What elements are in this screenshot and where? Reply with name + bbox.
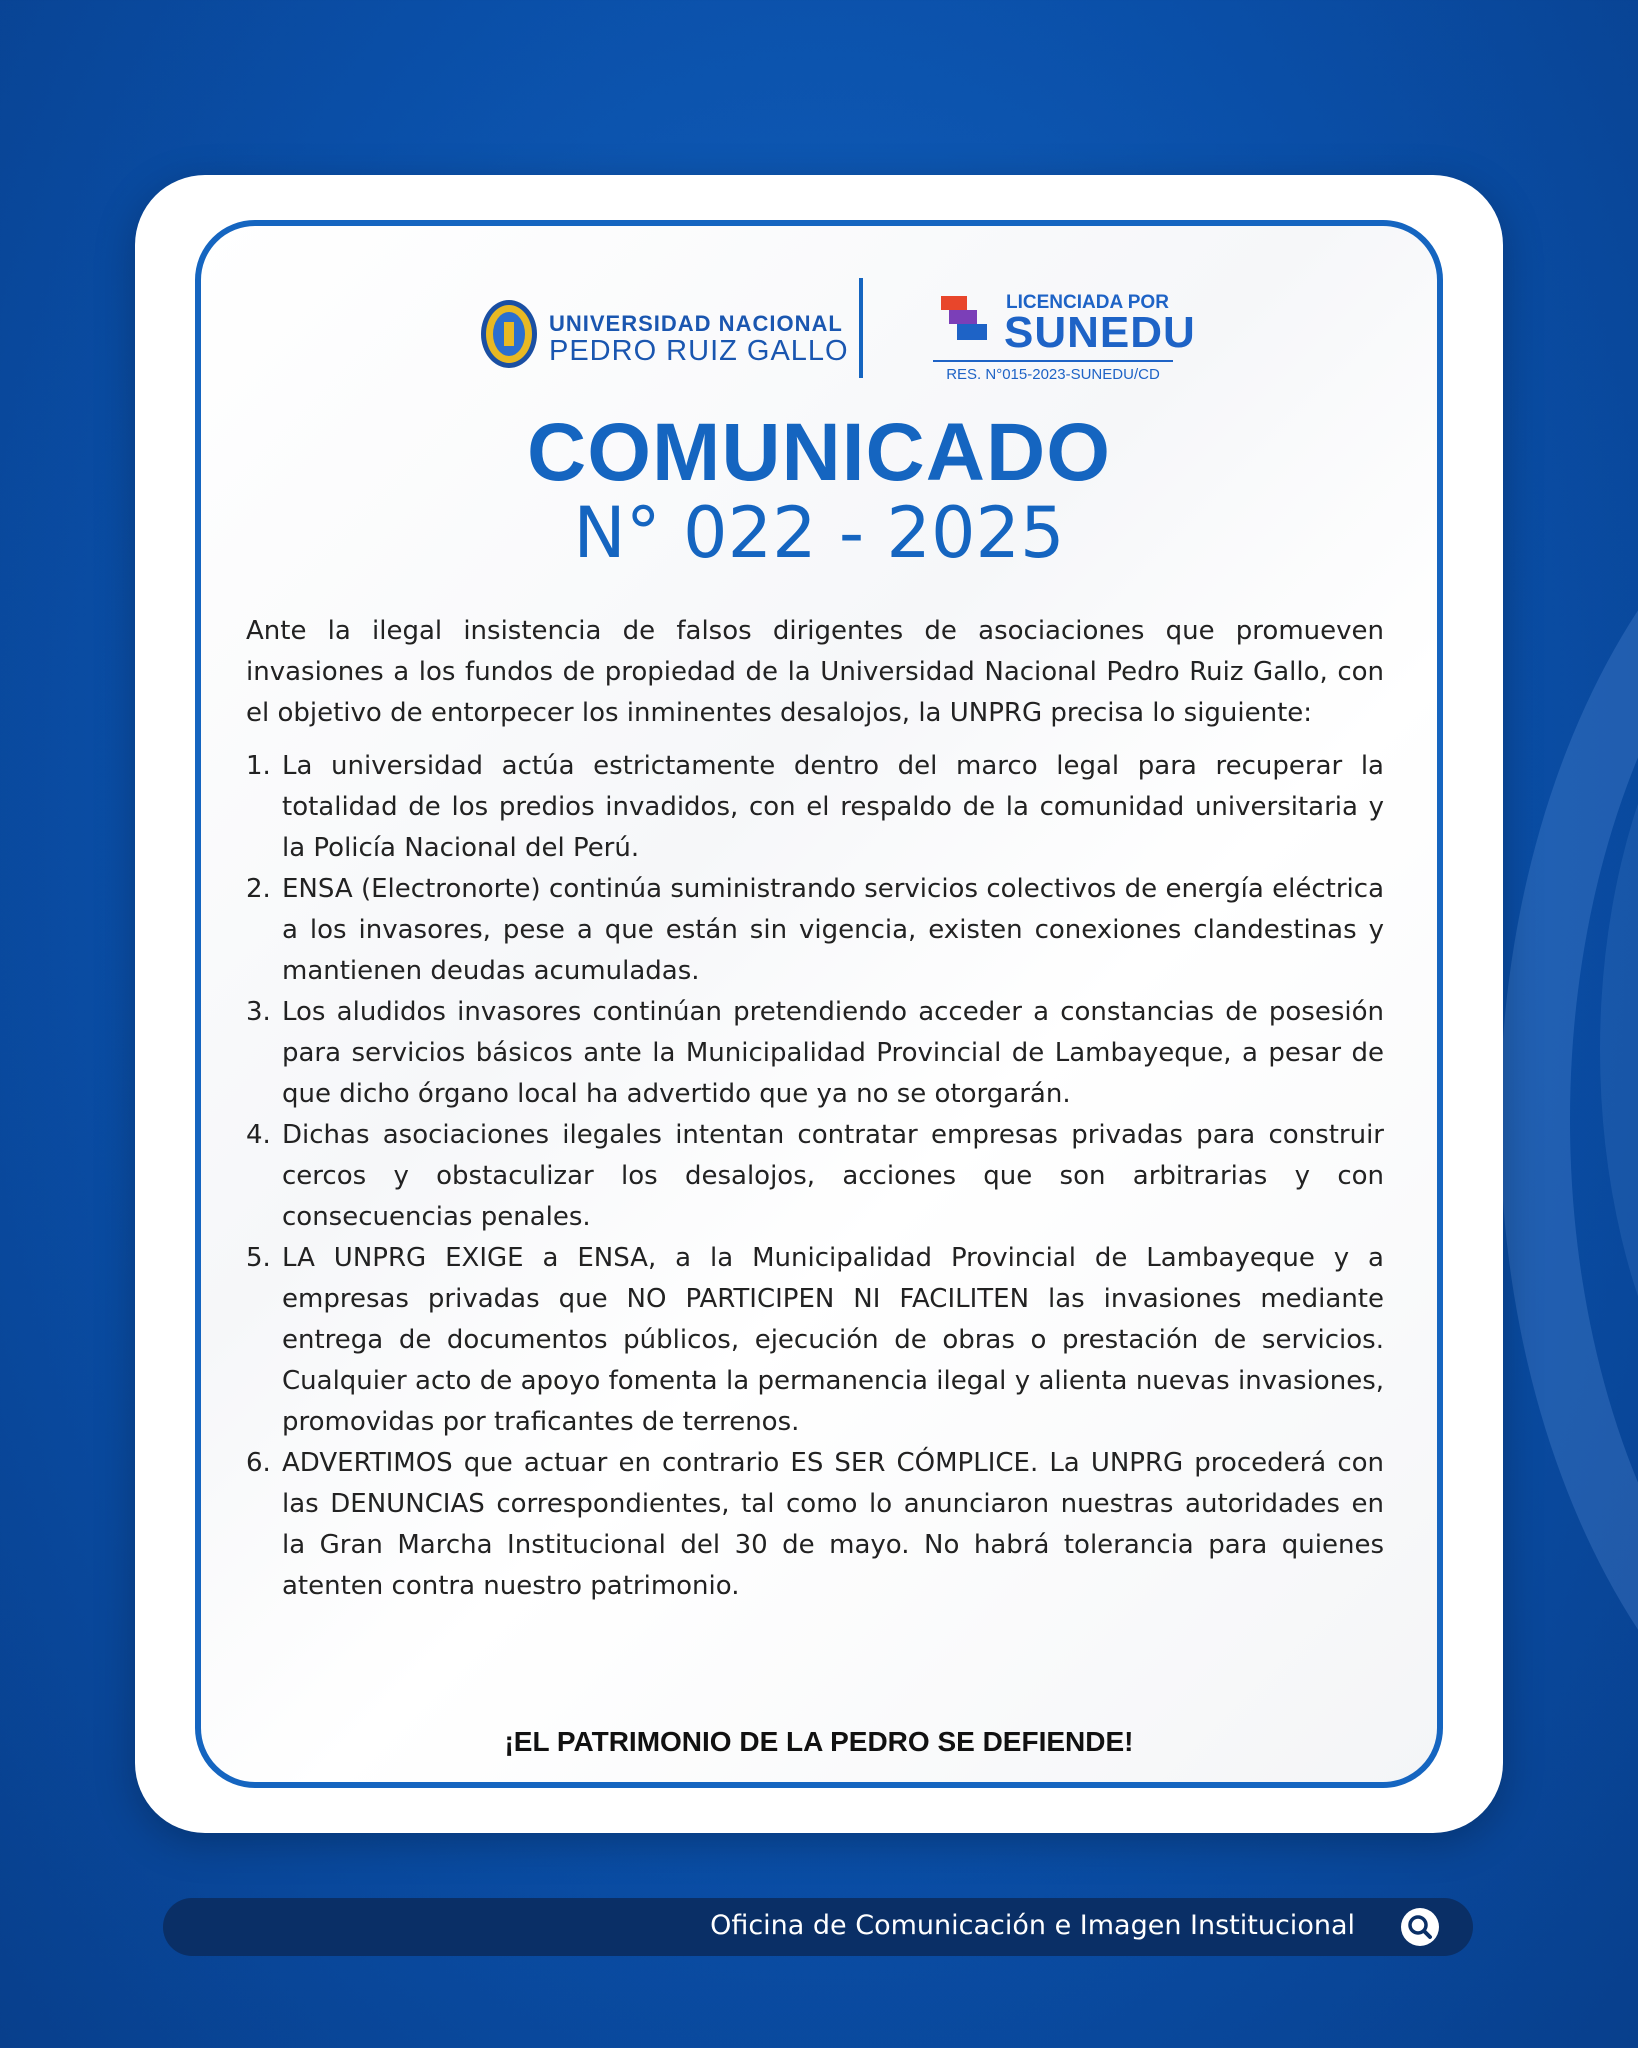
sunedu-licensed-label: LICENCIADA POR: [1006, 292, 1169, 313]
list-item: [246, 746, 1384, 869]
list-item-text: La universidad actúa estrictamente dentro del marco legal para recuperar la totalidad de los predios invadidos, con el respaldo de la comunidad universitaria y la Policía Nacional del Perú.: [282, 751, 1384, 863]
list-item-number: 2.: [246, 874, 271, 904]
points-list: [246, 746, 1384, 1607]
list-item-number: 6.: [246, 1448, 271, 1478]
list-item: [246, 1443, 1384, 1607]
list-item: [246, 992, 1384, 1115]
communique-number: N° 022 - 2025: [573, 492, 1065, 574]
footer-bar: [163, 1898, 1473, 1956]
list-item-text: Los aludidos invasores continúan pretendiendo acceder a constancias de posesión para servicios básicos ante la Municipalidad Provincial de Lambayeque, a pesar de que dicho órgano local ha advertido que ya no se otorgarán.: [282, 997, 1384, 1109]
list-item-text: LA UNPRG EXIGE a ENSA, a la Municipalidad Provincial de Lambayeque y a empresas privadas que NO PARTICIPEN NI FACILITEN las invasiones mediante entrega de documentos públicos, ejecución de obras o prestación de servicios. Cualquier acto de apoyo fomenta la permanencia ilegal y alienta nuevas invasiones, promovidas por traficantes de terrenos.: [282, 1243, 1384, 1437]
footer-office-name: Oficina de Comunicación e Imagen Institucional: [710, 1910, 1355, 1941]
search-icon[interactable]: [1401, 1908, 1439, 1946]
university-name-line1: UNIVERSIDAD NACIONAL: [549, 311, 843, 336]
list-item: [246, 869, 1384, 992]
list-item-text: ADVERTIMOS que actuar en contrario ES SER CÓMPLICE. La UNPRG procederá con las DENUNCIAS correspondientes, tal como lo anunciaron nuestras autoridades en la Gran Marcha Institucional del 30 de mayo. No habrá tolerancia para quienes atenten contra nuestro patrimonio.: [282, 1448, 1384, 1601]
communique-body: [246, 611, 1384, 1607]
header-logos: [201, 278, 1437, 388]
intro-paragraph: Ante la ilegal insistencia de falsos dirigentes de asociaciones que promueven invasiones a los fundos de propiedad de la Universidad Nacional Pedro Ruiz Gallo, con el objetivo de entorpecer los inminentes desalojos, la UNPRG precisa lo siguiente:: [246, 616, 1384, 728]
list-item-number: 5.: [246, 1243, 271, 1273]
university-name: [549, 311, 849, 368]
sunedu-logo-icon: [939, 292, 999, 352]
list-item: [246, 1115, 1384, 1238]
list-item-text: ENSA (Electronorte) continúa suministrando servicios colectivos de energía eléctrica a los invasores, pese a que están sin vigencia, existen conexiones clandestinas y mantienen deudas acumuladas.: [282, 874, 1384, 986]
unprg-crest-icon: [479, 298, 539, 370]
list-item-number: 4.: [246, 1120, 271, 1150]
announcement-frame: [195, 220, 1443, 1788]
logo-divider: [859, 278, 863, 378]
closing-slogan: ¡EL PATRIMONIO DE LA PEDRO SE DEFIENDE!: [504, 1726, 1134, 1757]
page-title: COMUNICADO: [527, 407, 1111, 498]
university-name-line2: PEDRO RUIZ GALLO: [549, 335, 849, 367]
list-item-text: Dichas asociaciones ilegales intentan contratar empresas privadas para construir cercos y obstaculizar los desalojos, acciones que son arbitrarias y con consecuencias penales.: [282, 1120, 1384, 1232]
sunedu-name: SUNEDU: [1004, 308, 1196, 357]
announcement-card: [135, 175, 1503, 1833]
list-item-number: 3.: [246, 997, 271, 1027]
list-item: [246, 1238, 1384, 1443]
sunedu-resolution: RES. N°015-2023-SUNEDU/CD: [933, 360, 1173, 383]
list-item-number: 1.: [246, 751, 271, 781]
